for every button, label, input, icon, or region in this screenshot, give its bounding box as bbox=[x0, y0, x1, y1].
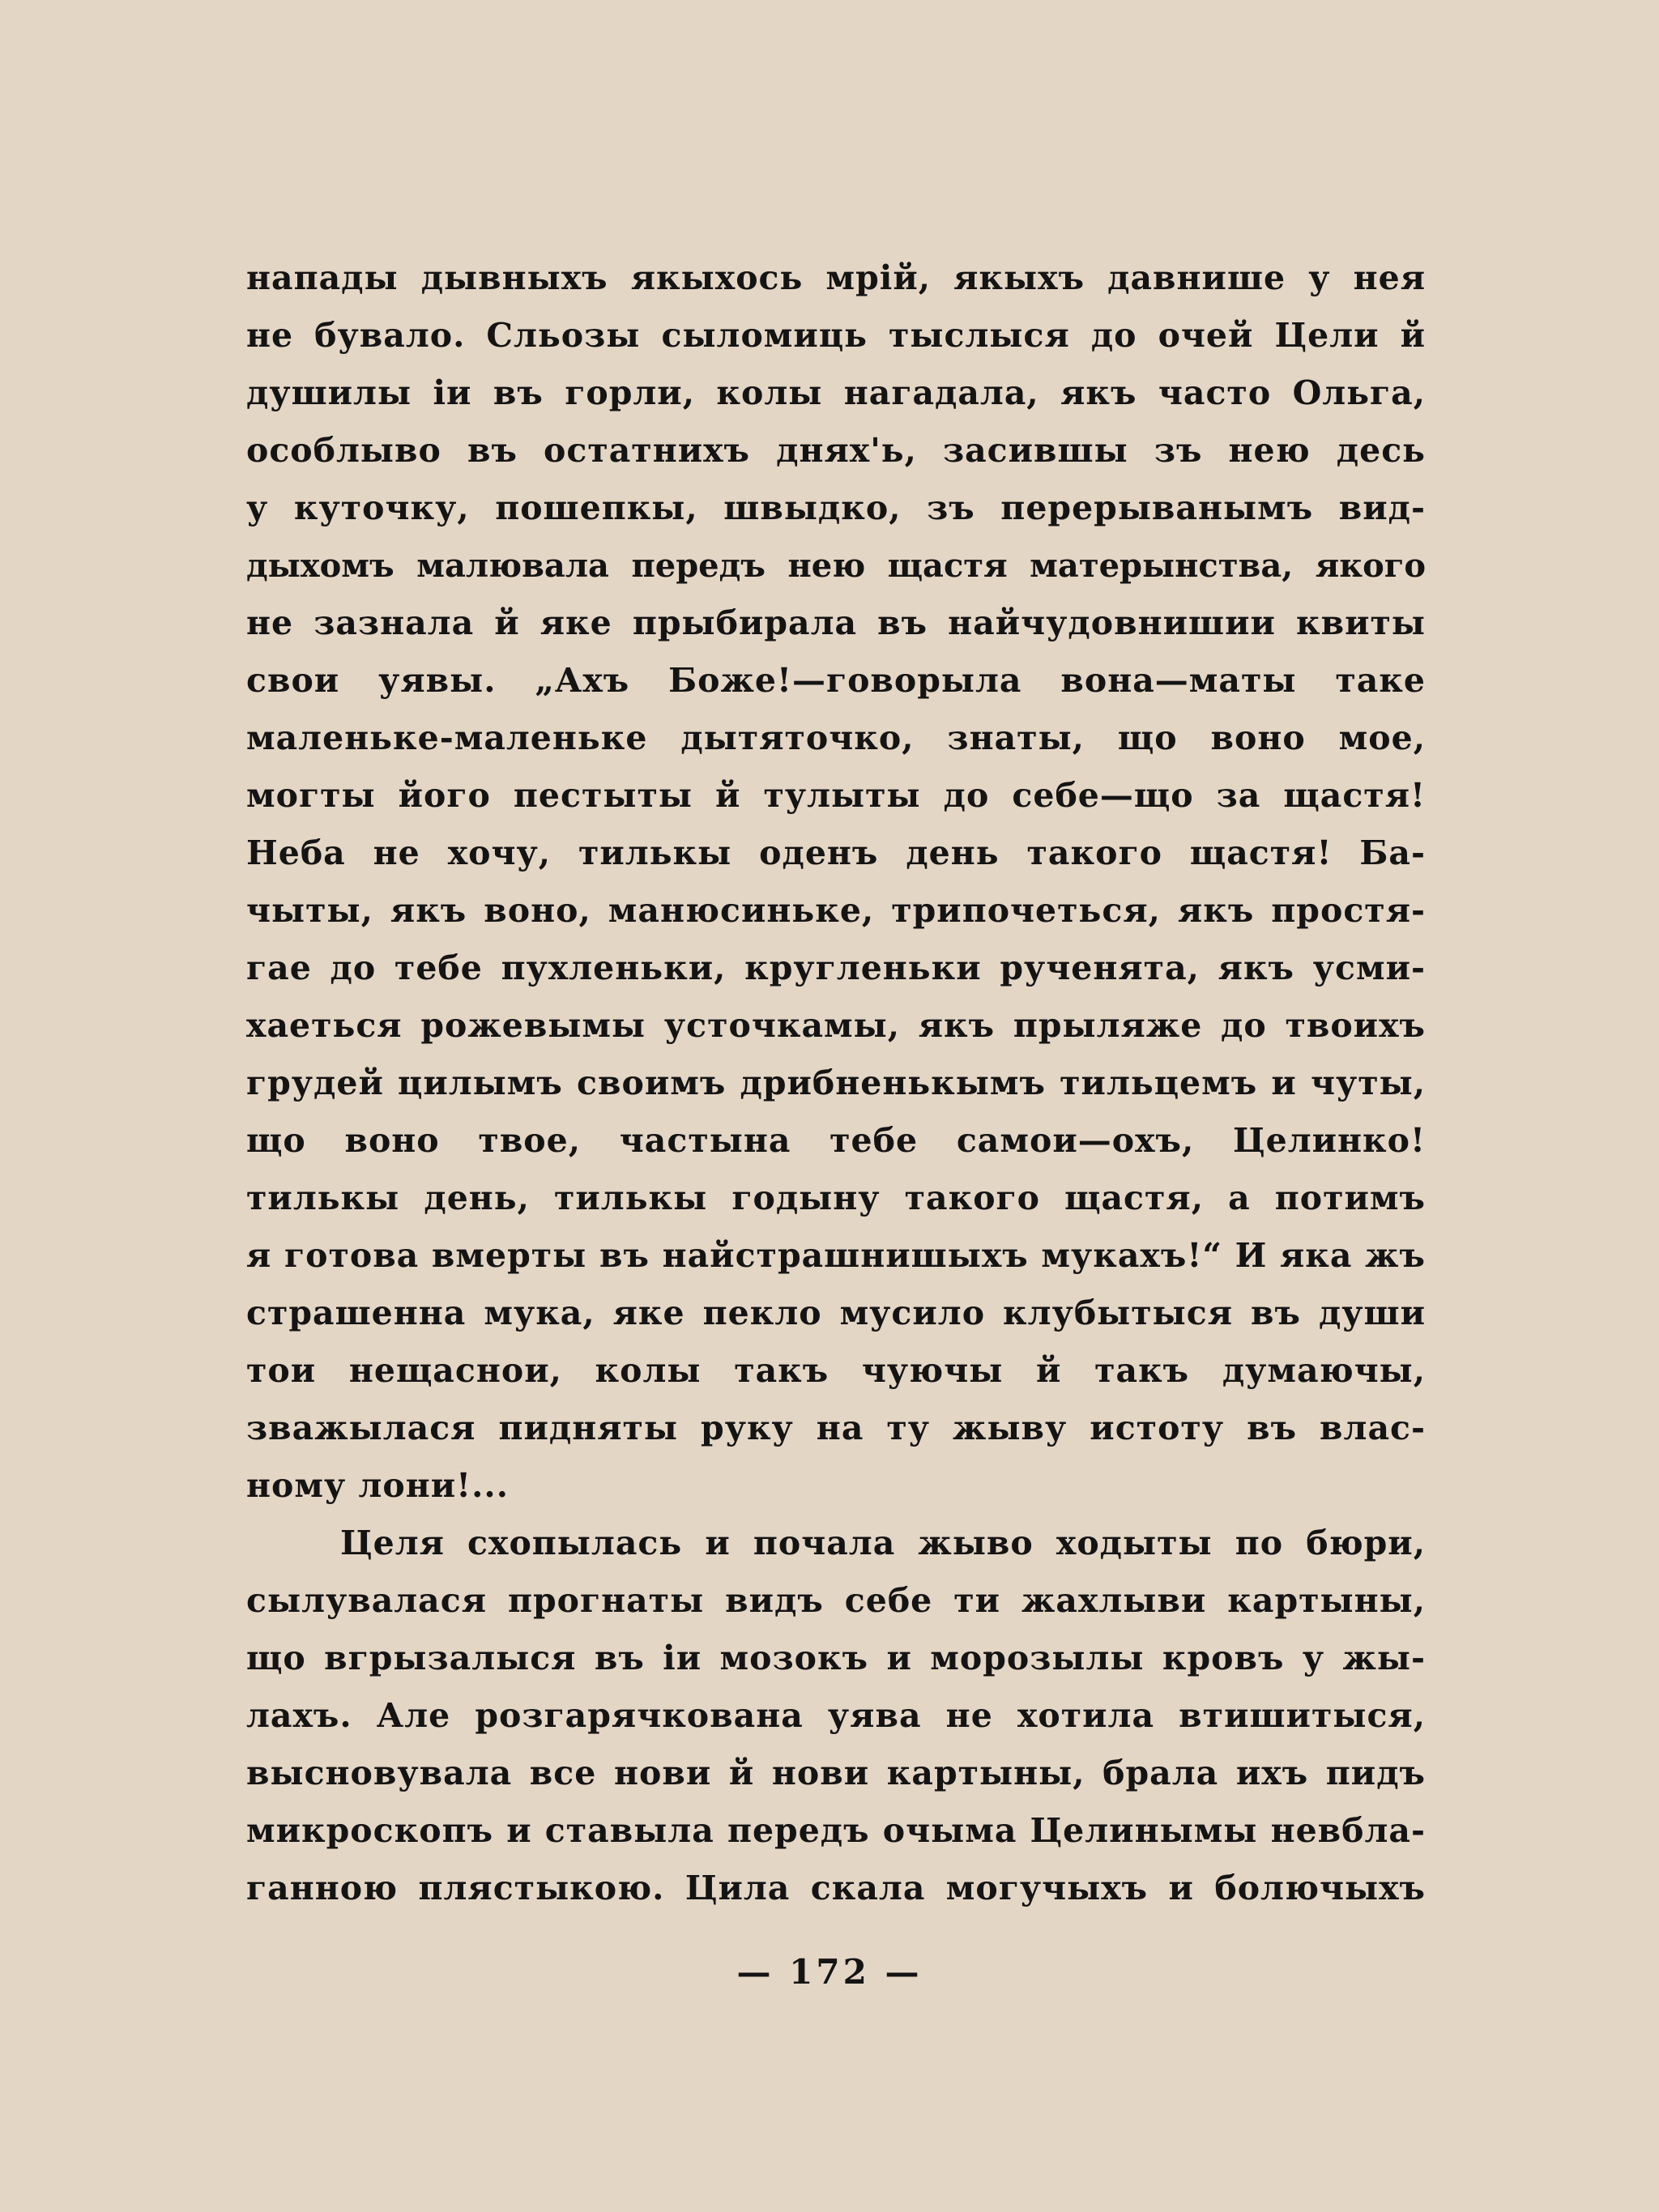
body-text bbox=[246, 249, 1426, 1917]
text-line: тилькы день, тилькы годыну такого щастя, а потимъ bbox=[246, 1178, 1426, 1217]
text-line: особлыво въ остатнихъ днях'ь, засившы зъ нею десь bbox=[246, 431, 1426, 470]
text-line: грудей цилымъ своимъ дрибненькымъ тильцемъ и чуты, bbox=[246, 1063, 1426, 1102]
text-line: дыхомъ малювала передъ нею щастя матерынства, якого bbox=[246, 547, 1426, 585]
text-line: могты його пестыты й тулыты до себе—що за щастя! bbox=[246, 776, 1426, 815]
text-line: лахъ. Але розгарячкована уява не хотила втишитыся, bbox=[246, 1696, 1426, 1735]
text-line: Неба не хочу, тилькы оденъ день такого щастя! Ба- bbox=[246, 833, 1426, 872]
text-line: що вгрызалыся въ іи мозокъ и морозылы кровъ у жы- bbox=[246, 1639, 1426, 1677]
text-line: у куточку, пошепкы, швыдко, зъ перерыванымъ вид- bbox=[246, 488, 1426, 527]
text-line: не бувало. Сльозы сыломиць тыслыся до очей Цели й bbox=[246, 316, 1426, 355]
text-line: не зазнала й яке прыбирала въ найчудовнишии квиты bbox=[246, 603, 1426, 642]
page-number: — 172 — bbox=[736, 1952, 923, 1992]
text-line: я готова вмерты въ найстрашнишыхъ мукахъ!“ И яка жъ bbox=[246, 1236, 1426, 1275]
text-line: высновувала все нови й нови картыны, брала ихъ пидъ bbox=[246, 1754, 1426, 1792]
text-line: ному лони!... bbox=[246, 1466, 509, 1505]
text-line: микроскопъ и ставыла передъ очыма Целинымы невбла- bbox=[246, 1811, 1426, 1850]
text-line: маленьке-маленьке дытяточко, знаты, що воно мое, bbox=[246, 718, 1426, 757]
text-line: свои уявы. „Ахъ Боже!—говорыла вона—маты таке bbox=[246, 661, 1426, 700]
text-line: душилы іи въ горли, колы нагадала, якъ часто Ольга, bbox=[246, 373, 1426, 412]
text-line: сылувалася прогнаты видъ себе ти жахлыви картыны, bbox=[246, 1581, 1426, 1620]
paragraph-1 bbox=[246, 249, 1426, 1515]
text-line: що воно твое, частына тебе самои—охъ, Целинко! bbox=[246, 1121, 1426, 1160]
text-line: ганною плястыкою. Цила скала могучыхъ и болючыхъ bbox=[246, 1869, 1426, 1907]
text-line: напады дывныхъ якыхось мрій, якыхъ давнише у нея bbox=[246, 258, 1426, 297]
text-line: зважылася пидняты руку на ту жыву истоту въ влас- bbox=[246, 1409, 1426, 1447]
text-line: хаеться рожевымы усточкамы, якъ прыляже до твоихъ bbox=[246, 1006, 1426, 1045]
text-line: гае до тебе пухленьки, кругленьки рученята, якъ усми- bbox=[246, 948, 1426, 987]
paragraph-2 bbox=[246, 1515, 1426, 1917]
text-line: Целя схопылась и почала жыво ходыты по бюри, bbox=[340, 1524, 1426, 1562]
text-line: чыты, якъ воно, манюсиньке, трипочеться, якъ простя- bbox=[246, 891, 1426, 930]
text-line: тои нещаснои, колы такъ чуючы й такъ думаючы, bbox=[246, 1351, 1426, 1390]
text-line: страшенна мука, яке пекло мусило клубытыся въ души bbox=[246, 1294, 1426, 1332]
